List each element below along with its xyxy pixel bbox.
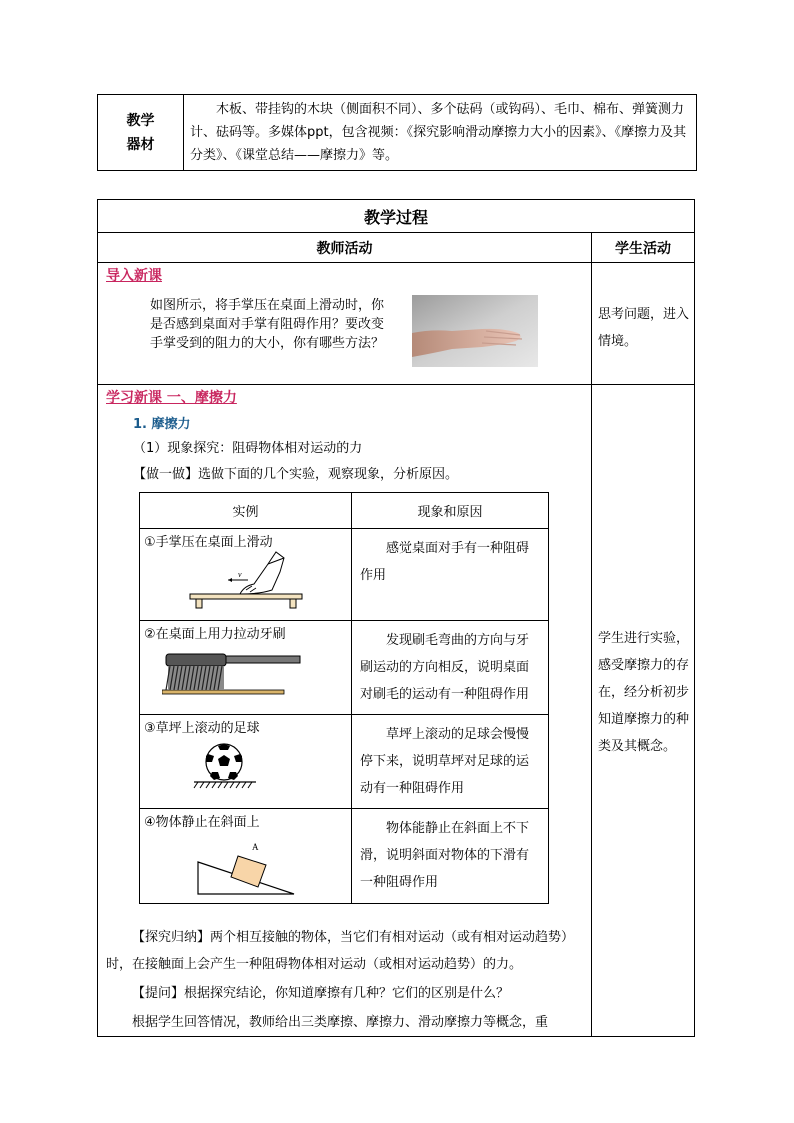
experiment-reason-1: 感觉桌面对手有一种阻碍作用 xyxy=(352,529,549,621)
experiment-table xyxy=(139,492,549,904)
experiment-reason-2: 发现刷毛弯曲的方向与牙刷运动的方向相反，说明桌面对刷毛的运动有一种阻碍作用 xyxy=(352,621,549,715)
lesson-doit: 【做一做】选做下面的几个实验，观察现象，分析原因。 xyxy=(133,467,459,482)
intro-question: 如图所示，将手掌压在桌面上滑动时，你是否感到桌面对手掌有阻碍作用？要改变手掌受到的阻力的大小，你有哪些方法？ xyxy=(150,298,385,351)
lesson-summary: 【探究归纳】两个相互接触的物体，当它们有相对运动（或有相对运动趋势）时，在接触面上会产生一种阻碍物体相对运动（或相对运动趋势）的力。 xyxy=(106,930,575,972)
experiment-example-3 xyxy=(140,715,352,809)
experiment-header-reason: 现象和原因 xyxy=(352,493,549,529)
experiment-reason-3: 草坪上滚动的足球会慢慢停下来，说明草坪对足球的运动有一种阻碍作用 xyxy=(352,715,549,809)
process-title: 教学过程 xyxy=(98,200,695,233)
teacher-activity-header: 教师活动 xyxy=(98,233,592,263)
block-label: A xyxy=(252,842,259,852)
intro-teacher-cell xyxy=(98,263,592,385)
materials-table xyxy=(97,94,697,171)
soccer-ball-diagram xyxy=(184,740,264,792)
experiment-example-3-label: ③草坪上滚动的足球 xyxy=(144,721,260,736)
experiment-header-example: 实例 xyxy=(140,493,352,529)
process-table xyxy=(97,199,695,1037)
student-activity-header: 学生活动 xyxy=(592,233,695,263)
intro-title: 导入新课 xyxy=(106,268,162,284)
lesson-teacher-cell xyxy=(98,385,592,1037)
toothbrush-diagram xyxy=(162,648,302,698)
experiment-example-4-label: ④物体静止在斜面上 xyxy=(144,815,260,830)
materials-label xyxy=(98,95,184,171)
experiment-example-2-label: ②在桌面上用力拉动牙刷 xyxy=(144,627,286,642)
experiment-example-1 xyxy=(140,529,352,621)
materials-text: 木板、带挂钩的木块（侧面积不同）、多个砝码（或钩码）、毛巾、棉布、弹簧测力计、砝码等。多媒体ppt，包含视频：《探究影响滑动摩擦力大小的因素》、《摩擦力及其分类》、《课堂总结——摩擦力》等。 xyxy=(184,95,697,171)
materials-label-line1: 教学 xyxy=(126,112,155,129)
lesson-answer: 根据学生回答情况，教师给出三类摩擦、摩擦力、滑动摩擦力等概念，重 xyxy=(132,1015,549,1030)
experiment-example-1-label: ①手掌压在桌面上滑动 xyxy=(144,535,273,550)
lesson-point1: （1）现象探究：阻碍物体相对运动的力 xyxy=(133,441,363,456)
intro-student-cell: 思考问题，进入情境。 xyxy=(592,263,695,385)
materials-label-line2: 器材 xyxy=(126,136,155,153)
experiment-example-2 xyxy=(140,621,352,715)
experiment-reason-4: 物体能静止在斜面上不下滑，说明斜面对物体的下滑有一种阻碍作用 xyxy=(352,809,549,904)
hand-sliding-diagram xyxy=(180,550,310,612)
hand-on-table-photo xyxy=(412,295,538,367)
lesson-student-cell: 学生进行实验，感受摩擦力的存在，经分析初步知道摩擦力的种类及其概念。 xyxy=(592,385,695,1037)
lesson-ask: 【提问】根据探究结论，你知道摩擦有几种？它们的区别是什么？ xyxy=(132,986,510,1001)
lesson-subtitle: 1. 摩擦力 xyxy=(133,417,191,432)
experiment-example-4 xyxy=(140,809,352,904)
velocity-label: v xyxy=(238,570,242,579)
block-on-slope-diagram xyxy=(194,832,304,898)
lesson-title: 学习新课 一、摩擦力 xyxy=(106,390,237,406)
